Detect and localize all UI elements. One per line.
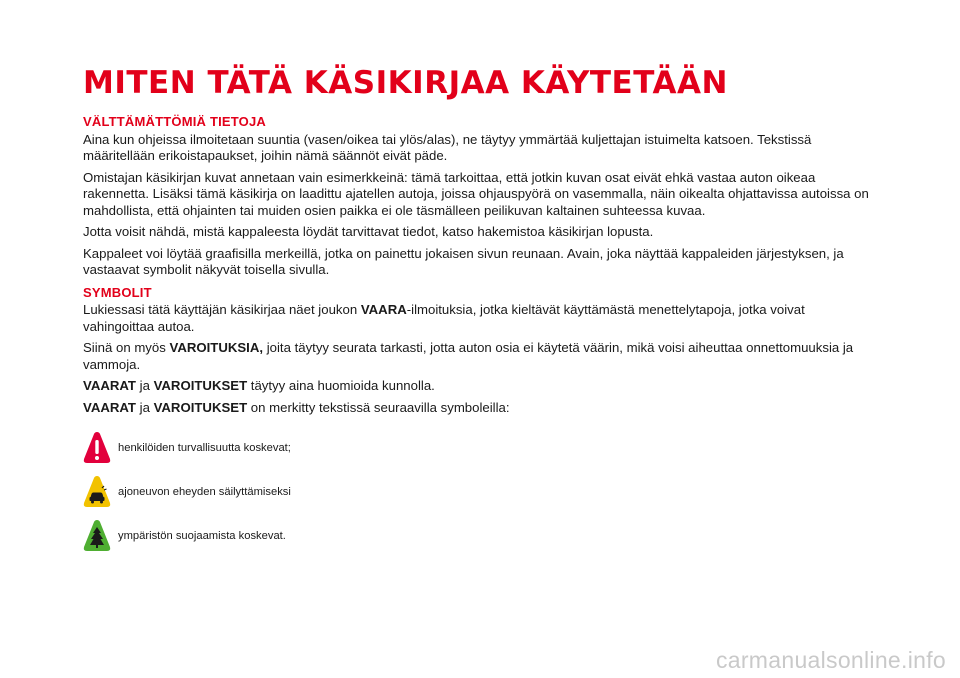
paragraph-directions: Aina kun ohjeissa ilmoitetaan suuntia (vasen/oikea tai ylös/alas), ne täytyy ymmärtää kuljettajan istuimelta katsoen. Tekstissä määritellään erikoistapaukset, joihin nämä säännöt eivät päde. bbox=[83, 131, 812, 164]
watermark: carmanualsonline.info bbox=[715, 647, 946, 673]
vehicle-integrity-warning-icon bbox=[83, 475, 111, 509]
section-heading-essential-info: VÄLTTÄMÄTTÖMIÄ TIETOJA bbox=[83, 114, 267, 130]
paragraph-index: Jotta voisit nähdä, mistä kappaleesta löydät tarvittavat tiedot, katso hakemistoa käsikirjan lopusta. bbox=[83, 224, 654, 240]
symbol-item-environment bbox=[83, 514, 873, 558]
paragraph-marked: VAARAT ja VAROITUKSET on merkitty tekstissä seuraavilla symboleilla: bbox=[83, 399, 510, 415]
personal-safety-warning-icon bbox=[83, 431, 111, 465]
page-title: MITEN TÄTÄ KÄSIKIRJAA KÄYTETÄÄN bbox=[83, 65, 728, 101]
symbol-list bbox=[83, 426, 873, 558]
paragraph-illustrations: Omistajan käsikirjan kuvat annetaan vain esimerkkeinä: tämä tarkoittaa, että jotkin kuvan osat eivät ehkä vastaa auton oikeaa rakennetta. Lisäksi tämä käsikirja on laadittu ajatellen autoja, joissa ohjauspyörä on vasemmalla, näin oikealta ohjattavissa autoissa on mahdollista, että ohjainten tai muiden osien paikka ei ole täsmälleen peilikuvan kaltainen suhteessa kuvaa. bbox=[83, 169, 869, 218]
symbol-item-vehicle-integrity bbox=[83, 470, 873, 514]
section-heading-symbols: SYMBOLIT bbox=[83, 284, 152, 300]
symbol-label: henkilöiden turvallisuutta koskevat; bbox=[118, 442, 291, 455]
symbol-label: ajoneuvon eheyden säilyttämiseksi bbox=[118, 486, 291, 499]
environment-protection-warning-icon bbox=[83, 519, 111, 553]
paragraph-observe: VAARAT ja VAROITUKSET täytyy aina huomioida kunnolla. bbox=[83, 378, 435, 394]
danger-keyword: VAARA bbox=[360, 302, 407, 318]
paragraph-chapters: Kappaleet voi löytää graafisilla merkeillä, jotka on painettu jokaisen sivun reunaan. Avain, joka näyttää kappaleiden järjestyksen, ja vastaavat symbolit näkyvät toisella sivulla. bbox=[83, 245, 844, 278]
paragraph-danger-notices: Lukiessasi tätä käyttäjän käsikirjaa näet joukon VAARA-ilmoituksia, jotka kieltävät käyttämästä menettelytapoja, jotka voivat vahingoittaa autoa. bbox=[83, 302, 805, 334]
paragraph-warnings: Siinä on myös VAROITUKSIA, joita täytyy seurata tarkasti, jotta auton osia ei käytetä väärin, mikä voisi aiheuttaa onnettomuuksia ja vammoja. bbox=[83, 340, 854, 372]
symbol-label: ympäristön suojaamista koskevat. bbox=[118, 530, 286, 543]
warnings-keyword: VAROITUKSIA, bbox=[169, 340, 264, 356]
manual-page bbox=[83, 66, 873, 558]
symbol-item-personal-safety bbox=[83, 426, 873, 470]
